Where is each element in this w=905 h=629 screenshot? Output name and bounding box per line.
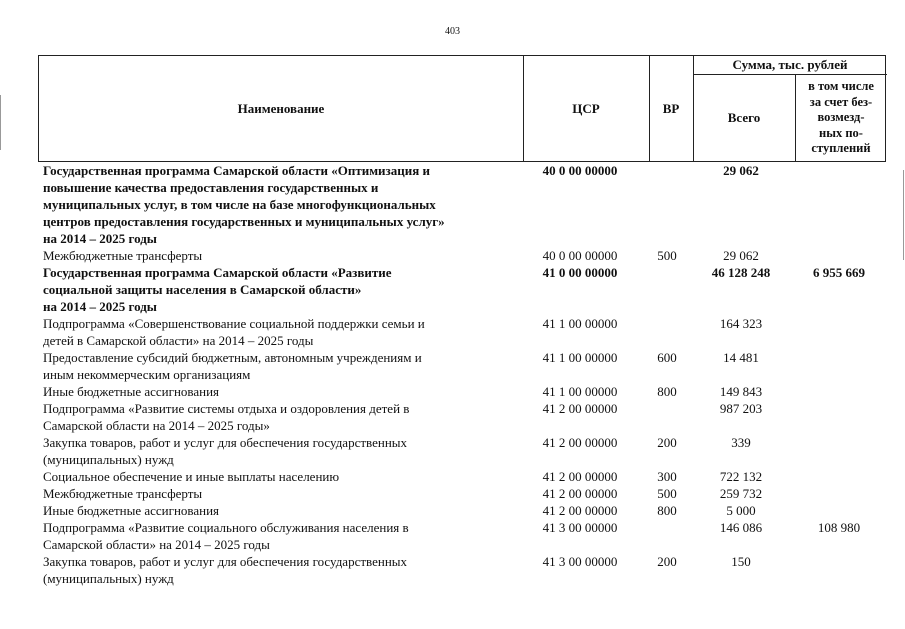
row-name-line: Подпрограмма «Развитие системы отдыха и оздоровления детей в xyxy=(43,401,410,416)
page-number: 403 xyxy=(445,26,460,37)
table-row xyxy=(38,264,886,315)
table-row xyxy=(38,315,886,349)
row-csr: 40 0 00 00000 xyxy=(542,163,618,178)
row-name-line: центров предоставления государственных и муниципальных услуг» xyxy=(43,214,445,229)
header-free-line-2: за счет без- xyxy=(809,94,873,109)
header-csr: ЦСР xyxy=(572,100,600,116)
header-free-line-5: ступлений xyxy=(811,141,871,156)
row-vr: 500 xyxy=(657,248,677,263)
row-name xyxy=(38,383,516,400)
row-csr: 41 1 00 00000 xyxy=(542,350,618,365)
row-free: 6 955 669 xyxy=(813,265,865,280)
row-total: 29 062 xyxy=(723,163,759,178)
row-csr: 41 1 00 00000 xyxy=(542,316,618,331)
row-csr: 41 3 00 00000 xyxy=(542,554,618,569)
row-name-line: на 2014 – 2025 годы xyxy=(43,299,157,314)
row-vr: 600 xyxy=(657,350,677,365)
row-total: 259 732 xyxy=(719,486,763,501)
table-row xyxy=(38,434,886,468)
row-name xyxy=(38,400,516,434)
row-name xyxy=(38,468,516,485)
header-name: Наименование xyxy=(237,100,325,116)
row-name xyxy=(38,264,516,315)
row-total: 46 128 248 xyxy=(711,265,771,280)
row-name-line: (муниципальных) нужд xyxy=(43,571,174,586)
row-vr: 800 xyxy=(657,503,677,518)
row-vr: 200 xyxy=(657,435,677,450)
row-name xyxy=(38,349,516,383)
row-name-line: Закупка товаров, работ и услуг для обеспечения государственных xyxy=(43,554,408,569)
row-name-line: Межбюджетные трансферты xyxy=(43,248,203,263)
scan-edge-mark-left xyxy=(0,95,1,150)
row-name-line: Иные бюджетные ассигнования xyxy=(43,503,220,518)
row-name-line: Самарской области на 2014 – 2025 годы» xyxy=(43,418,270,433)
row-name-line: Социальное обеспечение и иные выплаты населению xyxy=(43,469,340,484)
table-row xyxy=(38,502,886,519)
row-total: 5 000 xyxy=(726,503,756,518)
row-name xyxy=(38,502,516,519)
row-name-line: детей в Самарской области» на 2014 – 2025 годы xyxy=(43,333,314,348)
row-csr: 41 0 00 00000 xyxy=(542,265,618,280)
row-name-line: Государственная программа Самарской области «Оптимизация и xyxy=(43,163,431,178)
row-name-line: на 2014 – 2025 годы xyxy=(43,231,157,246)
row-csr: 41 2 00 00000 xyxy=(542,401,618,416)
table-body xyxy=(38,162,886,587)
row-csr: 40 0 00 00000 xyxy=(542,248,618,263)
row-name xyxy=(38,434,516,468)
row-name-line: (муниципальных) нужд xyxy=(43,452,174,467)
header-total: Всего xyxy=(727,109,761,125)
row-name-line: социальной защиты населения в Самарской области» xyxy=(43,282,362,297)
table-row xyxy=(38,485,886,502)
row-total: 164 323 xyxy=(719,316,763,331)
row-total: 722 132 xyxy=(719,469,763,484)
row-name-line: Самарской области» на 2014 – 2025 годы xyxy=(43,537,270,552)
table-row xyxy=(38,383,886,400)
table-row xyxy=(38,162,886,247)
table-row xyxy=(38,553,886,587)
row-total: 29 062 xyxy=(723,248,759,263)
row-name xyxy=(38,485,516,502)
row-vr: 500 xyxy=(657,486,677,501)
row-name-line: повышение качества предоставления государственных и xyxy=(43,180,379,195)
row-name-line: Подпрограмма «Совершенствование социальной поддержки семьи и xyxy=(43,316,425,331)
row-name-line: муниципальных услуг, в том числе на базе многофункциональных xyxy=(43,197,436,212)
row-name xyxy=(38,162,516,247)
table-row xyxy=(38,247,886,264)
row-vr: 300 xyxy=(657,469,677,484)
row-name xyxy=(38,315,516,349)
table-row xyxy=(38,400,886,434)
header-sum: Сумма, тыс. рублей xyxy=(732,57,848,72)
row-total: 987 203 xyxy=(719,401,763,416)
row-csr: 41 3 00 00000 xyxy=(542,520,618,535)
row-vr: 800 xyxy=(657,384,677,399)
scan-edge-mark-right xyxy=(903,170,904,260)
row-name-line: Подпрограмма «Развитие социального обслуживания населения в xyxy=(43,520,409,535)
row-csr: 41 2 00 00000 xyxy=(542,486,618,501)
row-name-line: Государственная программа Самарской области «Развитие xyxy=(43,265,392,280)
header-free-line-1: в том числе xyxy=(808,79,874,94)
row-total: 146 086 xyxy=(719,520,763,535)
row-csr: 41 1 00 00000 xyxy=(542,384,618,399)
row-csr: 41 2 00 00000 xyxy=(542,503,618,518)
row-name xyxy=(38,519,516,553)
row-total: 150 xyxy=(731,554,751,569)
header-vr: ВР xyxy=(662,100,680,116)
table-row xyxy=(38,349,886,383)
row-free: 108 980 xyxy=(817,520,861,535)
table-row xyxy=(38,468,886,485)
row-name xyxy=(38,553,516,587)
header-free-line-4: ных по- xyxy=(819,125,863,140)
header-free-line-3: возмезд- xyxy=(817,110,865,125)
row-name-line: Закупка товаров, работ и услуг для обеспечения государственных xyxy=(43,435,408,450)
row-name-line: Иные бюджетные ассигнования xyxy=(43,384,220,399)
row-vr: 200 xyxy=(657,554,677,569)
table-header xyxy=(38,55,886,162)
row-name-line: Межбюджетные трансферты xyxy=(43,486,203,501)
row-csr: 41 2 00 00000 xyxy=(542,435,618,450)
row-name xyxy=(38,247,516,264)
row-total: 339 xyxy=(731,435,751,450)
row-csr: 41 2 00 00000 xyxy=(542,469,618,484)
row-total: 14 481 xyxy=(723,350,759,365)
table-row xyxy=(38,519,886,553)
header-free xyxy=(795,75,887,161)
row-total: 149 843 xyxy=(719,384,763,399)
row-name-line: иным некоммерческим организациям xyxy=(43,367,251,382)
row-name-line: Предоставление субсидий бюджетным, автономным учреждениям и xyxy=(43,350,422,365)
budget-table xyxy=(38,55,886,587)
